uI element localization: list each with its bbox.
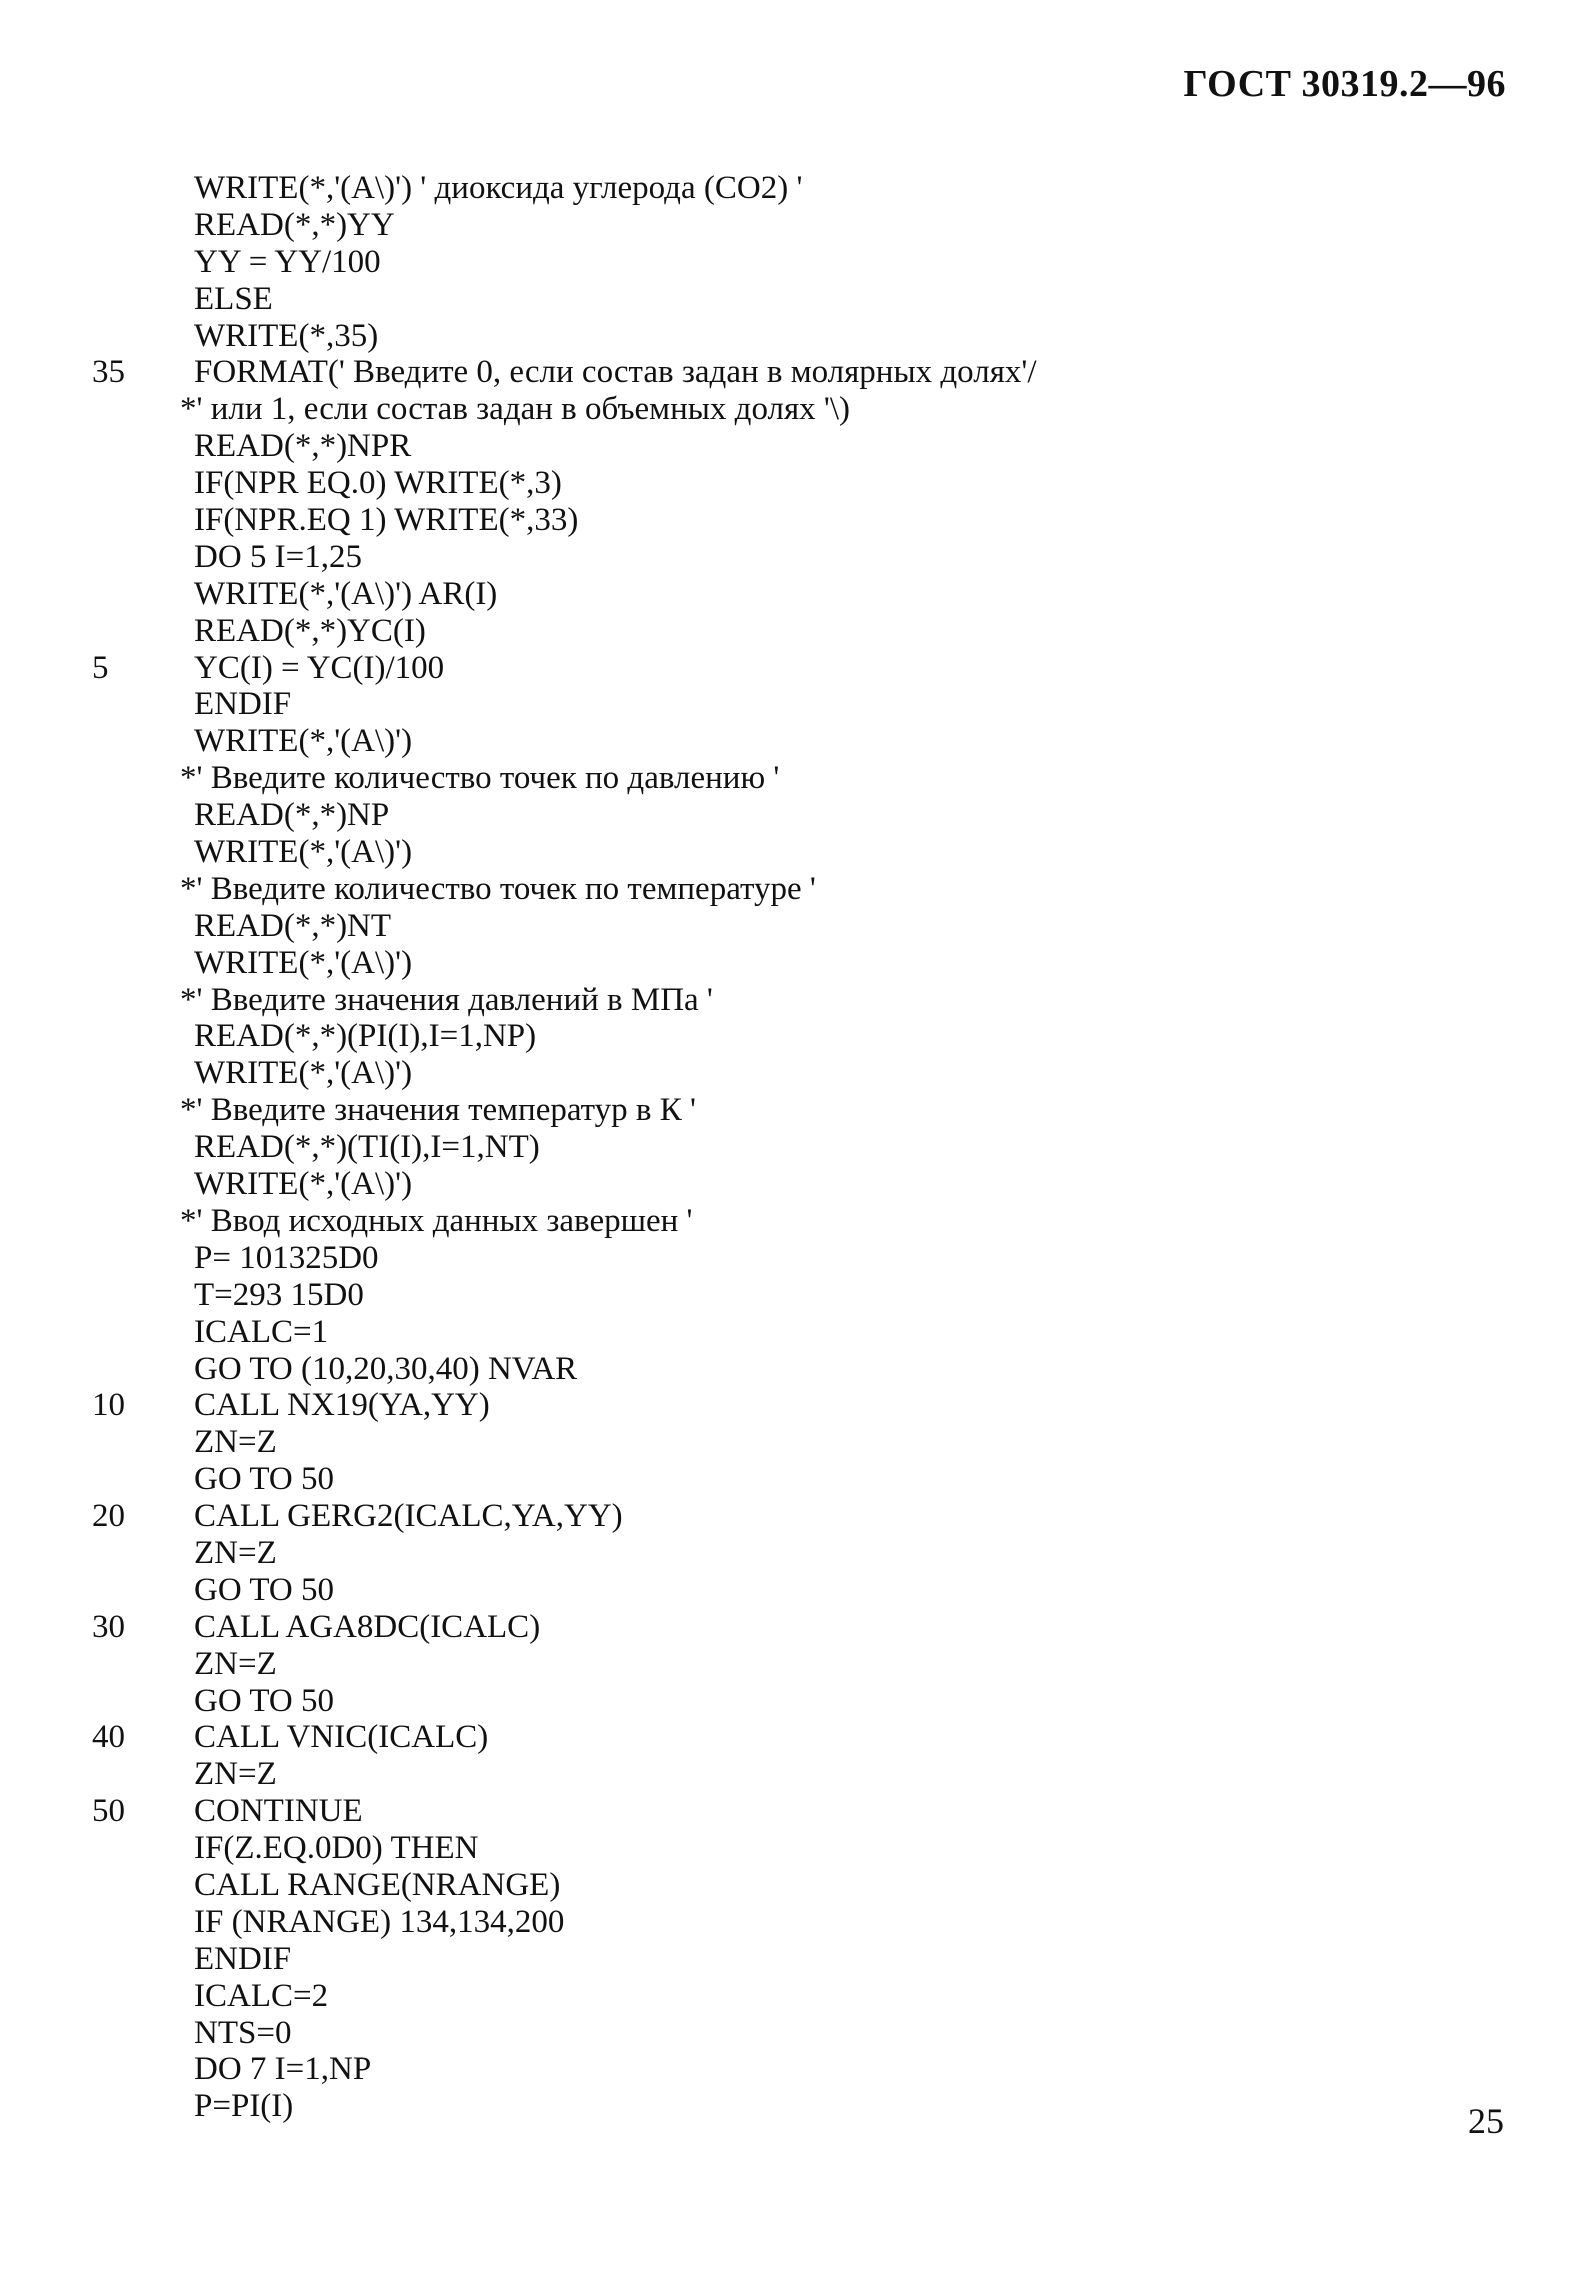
code-line xyxy=(92,1793,1512,1830)
code-line xyxy=(92,686,1512,723)
code-text: CONTINUE xyxy=(194,1793,363,1830)
code-line xyxy=(92,1646,1512,1683)
code-text: ZN=Z xyxy=(194,1424,277,1461)
code-text: WRITE(*,'(A\)') xyxy=(194,1166,413,1203)
code-text: WRITE(*,'(A\)') AR(I) xyxy=(194,575,498,612)
code-text: WRITE(*,'(A\)') xyxy=(194,944,413,981)
line-label: 50 xyxy=(92,1793,125,1830)
code-line xyxy=(92,354,1512,391)
code-line xyxy=(92,244,1512,281)
line-label: 35 xyxy=(92,354,125,391)
code-line xyxy=(92,723,1512,760)
code-line xyxy=(92,1203,1512,1240)
code-line xyxy=(92,1830,1512,1867)
code-line xyxy=(92,982,1512,1019)
code-line xyxy=(92,797,1512,834)
code-text: READ(*,*)(TI(I),I=1,NT) xyxy=(194,1129,540,1166)
code-line xyxy=(92,1683,1512,1720)
code-text: GO TO 50 xyxy=(194,1571,334,1608)
code-text: CALL GERG2(ICALC,YA,YY) xyxy=(194,1498,623,1535)
code-line xyxy=(92,1018,1512,1055)
code-line xyxy=(92,1055,1512,1092)
code-text: WRITE(*,'(A\)') xyxy=(194,834,413,871)
code-text: ENDIF xyxy=(194,1940,292,1977)
code-line xyxy=(92,207,1512,244)
code-line xyxy=(92,170,1512,207)
code-line xyxy=(92,2088,1512,2125)
code-line xyxy=(92,1461,1512,1498)
code-line xyxy=(92,760,1512,797)
code-line xyxy=(92,1904,1512,1941)
code-text: IF(NPR EQ.0) WRITE(*,3) xyxy=(194,465,562,502)
code-text: GO TO 50 xyxy=(194,1461,334,1498)
code-text: ICALC=2 xyxy=(194,1977,329,2014)
code-line xyxy=(92,1719,1512,1756)
code-line xyxy=(92,391,1512,428)
code-text: READ(*,*)YY xyxy=(194,206,395,243)
code-text: FORMAT(' Введите 0, если состав задан в молярных долях'/ xyxy=(194,354,1037,391)
code-text: T=293 15D0 xyxy=(194,1276,364,1313)
code-line xyxy=(92,1240,1512,1277)
code-text: DO 5 I=1,25 xyxy=(194,538,363,575)
code-text: ELSE xyxy=(194,280,273,317)
code-line xyxy=(92,1609,1512,1646)
code-line xyxy=(92,1941,1512,1978)
code-text: WRITE(*,35) xyxy=(194,317,379,354)
code-text: P=PI(I) xyxy=(194,2088,294,2125)
code-text: *' Введите количество точек по давлению ' xyxy=(180,760,780,797)
code-listing xyxy=(92,170,1512,2125)
code-text: GO TO 50 xyxy=(194,1682,334,1719)
code-line xyxy=(92,1092,1512,1129)
code-line xyxy=(92,428,1512,465)
code-line xyxy=(92,2051,1512,2088)
code-line xyxy=(92,1978,1512,2015)
code-line xyxy=(92,1572,1512,1609)
code-text: YY = YY/100 xyxy=(194,243,381,280)
code-text: IF (NRANGE) 134,134,200 xyxy=(194,1903,565,1940)
code-text: P= 101325D0 xyxy=(194,1239,379,1276)
code-text: *' или 1, если состав задан в объемных долях '\) xyxy=(180,391,851,428)
code-text: CALL AGA8DC(ICALC) xyxy=(194,1608,541,1645)
code-text: *' Ввод исходных данных завершен ' xyxy=(180,1202,693,1239)
code-text: GO TO (10,20,30,40) NVAR xyxy=(194,1350,578,1387)
code-line xyxy=(92,576,1512,613)
code-text: READ(*,*)YC(I) xyxy=(194,612,426,649)
code-text: ICALC=1 xyxy=(194,1313,329,1350)
line-label: 40 xyxy=(92,1719,125,1756)
code-text: *' Введите значения давлений в МПа ' xyxy=(180,981,713,1018)
code-line xyxy=(92,502,1512,539)
page-number: 25 xyxy=(1468,2101,1504,2141)
code-line xyxy=(92,1277,1512,1314)
code-text: READ(*,*)(PI(I),I=1,NP) xyxy=(194,1018,537,1055)
code-line xyxy=(92,650,1512,687)
code-line xyxy=(92,281,1512,318)
code-text: READ(*,*)NP xyxy=(194,797,390,834)
code-line xyxy=(92,908,1512,945)
code-line xyxy=(92,1867,1512,1904)
code-text: READ(*,*)NPR xyxy=(194,428,412,465)
code-line xyxy=(92,1314,1512,1351)
code-text: WRITE(*,'(A\)') ' диоксида углерода (СО2) ' xyxy=(194,170,803,206)
code-text: YC(I) = YC(I)/100 xyxy=(194,649,445,686)
code-text: ZN=Z xyxy=(194,1756,277,1793)
code-text: DO 7 I=1,NP xyxy=(194,2051,372,2088)
code-text: ENDIF xyxy=(194,686,292,723)
line-label: 10 xyxy=(92,1387,125,1424)
code-text: WRITE(*,'(A\)') xyxy=(194,723,413,760)
code-line xyxy=(92,318,1512,355)
code-line xyxy=(92,1351,1512,1388)
code-line xyxy=(92,1498,1512,1535)
code-text: CALL VNIC(ICALC) xyxy=(194,1719,489,1756)
code-line xyxy=(92,834,1512,871)
code-line xyxy=(92,1424,1512,1461)
code-text: *' Введите количество точек по температуре ' xyxy=(180,870,816,907)
line-label: 5 xyxy=(92,649,109,686)
code-line xyxy=(92,539,1512,576)
code-text: ZN=Z xyxy=(194,1645,277,1682)
code-line xyxy=(92,2015,1512,2052)
document-header: ГОСТ 30319.2—96 xyxy=(1183,63,1506,105)
code-line xyxy=(92,871,1512,908)
code-text: IF(Z.EQ.0D0) THEN xyxy=(194,1830,479,1867)
code-line xyxy=(92,613,1512,650)
code-line xyxy=(92,1166,1512,1203)
code-text: READ(*,*)NT xyxy=(194,907,392,944)
code-text: CALL RANGE(NRANGE) xyxy=(194,1866,561,1903)
code-text: ZN=Z xyxy=(194,1534,277,1571)
code-line xyxy=(92,945,1512,982)
code-text: WRITE(*,'(A\)') xyxy=(194,1055,413,1092)
code-text: CALL NX19(YA,YY) xyxy=(194,1387,490,1424)
line-label: 20 xyxy=(92,1498,125,1535)
code-line xyxy=(92,465,1512,502)
code-text: IF(NPR.EQ 1) WRITE(*,33) xyxy=(194,502,579,539)
code-line xyxy=(92,1387,1512,1424)
code-line xyxy=(92,1535,1512,1572)
code-line xyxy=(92,1756,1512,1793)
code-text: *' Введите значения температур в К ' xyxy=(180,1092,696,1129)
code-text: NTS=0 xyxy=(194,2014,292,2051)
code-line xyxy=(92,1129,1512,1166)
line-label: 30 xyxy=(92,1608,125,1645)
